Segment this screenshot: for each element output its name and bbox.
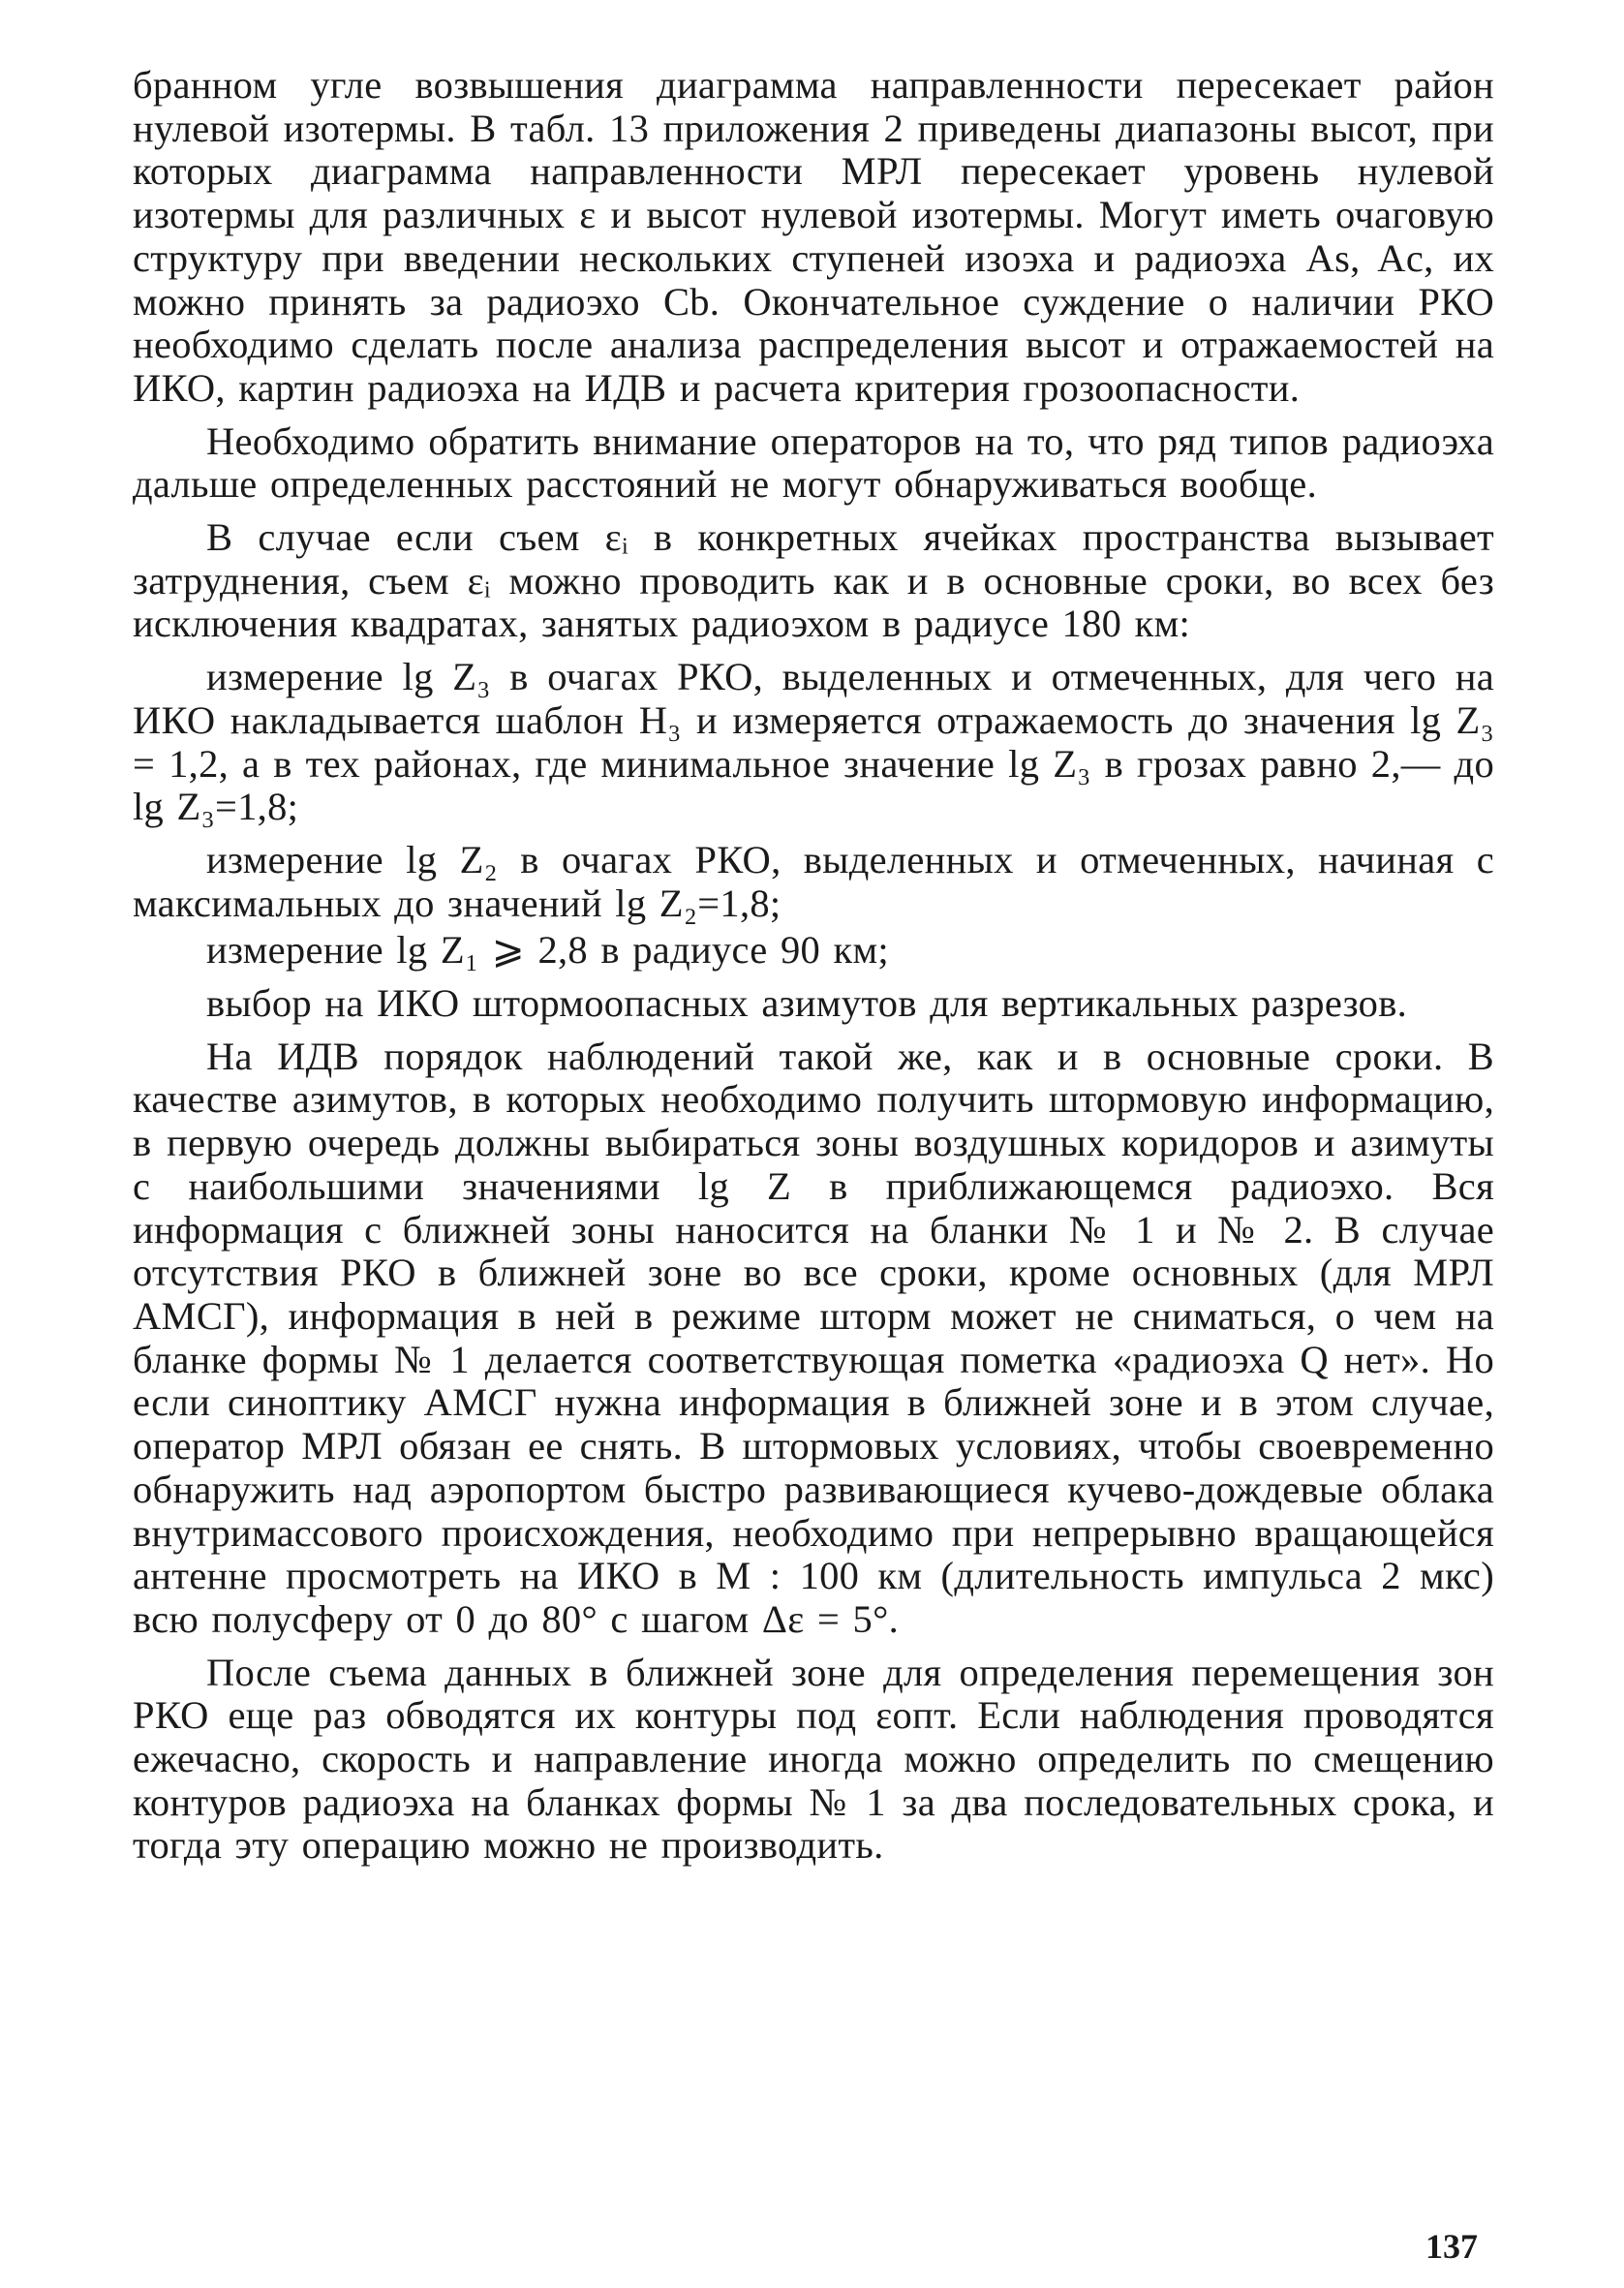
paragraph-epsilon-removal: В случае если съем εᵢ в конкретных ячейках пространства вызывает затруднения, съем εᵢ можно проводить как и в основные сроки, во всех без исключения квадратах, занятых радиоэхом в радиусе 180 км: — [133, 515, 1494, 646]
paragraph-displacement: После съема данных в ближней зоне для определения перемещения зон РКО еще раз обводятся их контуры под εопт. Если наблюдения проводятся ежечасно, скорость и направление иногда можно определить по смещению контуров радиоэха на бланках формы № 1 за два последовательных срока, и тогда эту операцию можно не производить. — [133, 1650, 1494, 1868]
list-item-lgz2: измерение lg Z₂ в очагах РКО, выделенных и отмеченных, начиная с максимальных до значений lg Z₂=1,8; — [133, 837, 1494, 925]
paragraph-operator-note: Необходимо обратить внимание операторов на то, что ряд типов радиоэха дальше определенных расстояний не могут обнаруживаться вообще. — [133, 418, 1494, 507]
document-page — [133, 64, 1494, 1868]
page-number: 137 — [1425, 2227, 1478, 2266]
list-item-lgz1: измерение lg Z₁ ⩾ 2,8 в радиусе 90 км; — [206, 928, 889, 973]
list-item-lgz3: измерение lg Z₃ в очагах РКО, выделенных и отмеченных, для чего на ИКО накладывается шаблон H₃ и измеряется отражаемость до значения lg Z₃ = 1,2, а в тех районах, где минимальное значение lg Z₃ в грозах равно 2,— до lg Z₃=1,8; — [133, 655, 1494, 829]
paragraph-idv-procedure: На ИДВ порядок наблюдений такой же, как и в основные сроки. В качестве азимутов, в которых необходимо получить штормовую информацию, в первую очередь должны выбираться зоны воздушных коридоров и азимуты с наибольшими значениями lg Z в приближающемся радиоэхо. Вся информация с ближней зоны наносится на бланки № 1 и № 2. В случае отсутствия РКО в ближней зоне во все сроки, кроме основных (для МРЛ АМСГ), информация в ней в режиме шторм может не сниматься, о чем на бланке формы № 1 делается соответствующая пометка «радиоэха Q нет». Но если синоптику АМСГ нужна информация в ближней зоне и в этом случае, оператор МРЛ обязан ее снять. В штормовых условиях, чтобы своевременно обнаружить над аэропортом быстро развивающиеся кучево-дождевые облака внутримассового происхождения, необходимо при непрерывно вращающейся антенне просмотреть на ИКО в M : 100 км (длительность импульса 2 мкс) всю полусферу от 0 до 80° с шагом Δε = 5°. — [133, 1034, 1494, 1641]
paragraph-continuation: бранном угле возвышения диаграмма направленности пересекает район нулевой изотермы. В табл. 13 приложения 2 приведены диапазоны высот, при которых диаграмма направленности МРЛ пересекает уровень нулевой изотермы для различных ε и высот нулевой изотермы. Могут иметь очаговую структуру при введении нескольких ступеней изоэха и радиоэха As, Ac, их можно принять за радиоэхо Cb. Окончательное суждение о наличии РКО необходимо сделать после анализа распределения высот и отражаемостей на ИКО, картин радиоэха на ИДВ и расчета критерия грозоопасности. — [133, 63, 1494, 410]
list-item-azimuth-selection: выбор на ИКО штормоопасных азимутов для вертикальных разрезов. — [206, 981, 1408, 1026]
